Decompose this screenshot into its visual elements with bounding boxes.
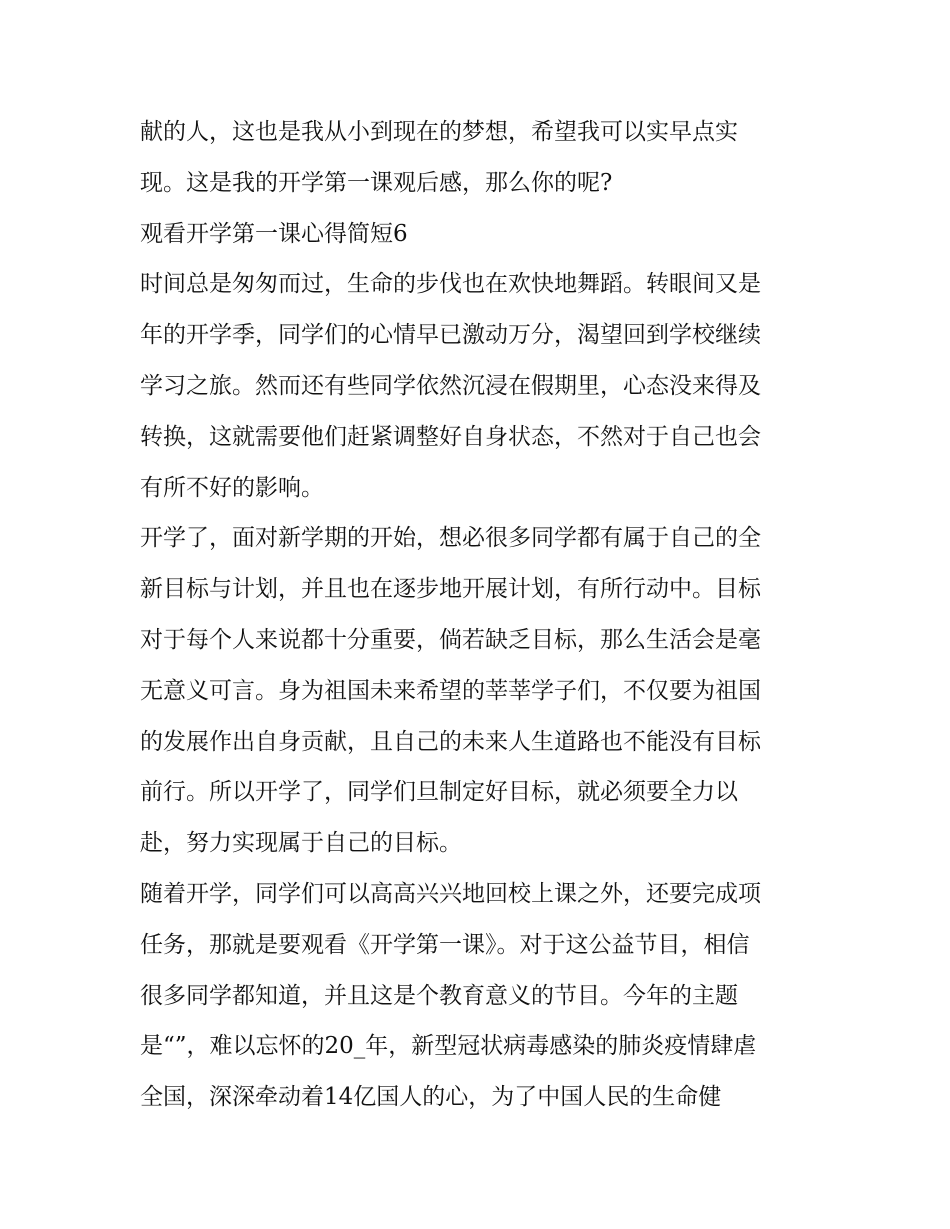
text-line: 献的人，这也是我从小到现在的梦想，希望我可以实早点实	[140, 119, 738, 145]
text-line: 对于每个人来说都十分重要，倘若缺乏目标，那么生活会是毫	[140, 626, 761, 653]
text-line: 前行。所以开学了，同学们旦制定好目标，就必须要全力以	[140, 779, 738, 806]
text-line: 任务，那就是要观看《开学第一课》。对于这公益节目，相信	[140, 931, 750, 958]
text-line: 有所不好的影响。	[140, 474, 324, 501]
text-line: 全国，深深牵动着14亿国人的心，为了中国人民的生命健	[140, 1084, 722, 1111]
document-body	[140, 107, 820, 1123]
text-line: 现。这是我的开学第一课观后感，那么你的呢?	[140, 169, 613, 196]
text-line: 年的开学季，同学们的心情早已激动万分，渴望回到学校继续	[140, 322, 761, 349]
text-line: 开学了，面对新学期的开始，想必很多同学都有属于自己的全	[140, 525, 761, 552]
text-line: 时间总是匆匆而过，生命的步伐也在欢快地舞蹈。转眼间又是	[140, 271, 761, 298]
text-line: 无意义可言。身为祖国未来希望的莘莘学子们，不仅要为祖国	[140, 677, 761, 704]
section-heading: 观看开学第一课心得简短6	[140, 220, 408, 247]
text-line: 赴，努力实现属于自己的目标。	[140, 830, 462, 857]
text-line: 学习之旅。然而还有些同学依然沉浸在假期里，心态没来得及	[140, 372, 761, 399]
text-line: 新目标与计划，并且也在逐步地开展计划，有所行动中。目标	[140, 576, 761, 603]
text-line: 的发展作出自身贡献，且自己的未来人生道路也不能没有目标	[140, 728, 761, 755]
text-line: 是“”，难以忘怀的20_年，新型冠状病毒感染的肺炎疫情肆虐	[140, 1033, 757, 1060]
text-line: 很多同学都知道，并且这是个教育意义的节目。今年的主题	[140, 982, 738, 1009]
text-line: 随着开学，同学们可以高高兴兴地回校上课之外，还要完成项	[140, 880, 761, 907]
text-line: 转换，这就需要他们赶紧调整好自身状态，不然对于自己也会	[140, 423, 761, 450]
